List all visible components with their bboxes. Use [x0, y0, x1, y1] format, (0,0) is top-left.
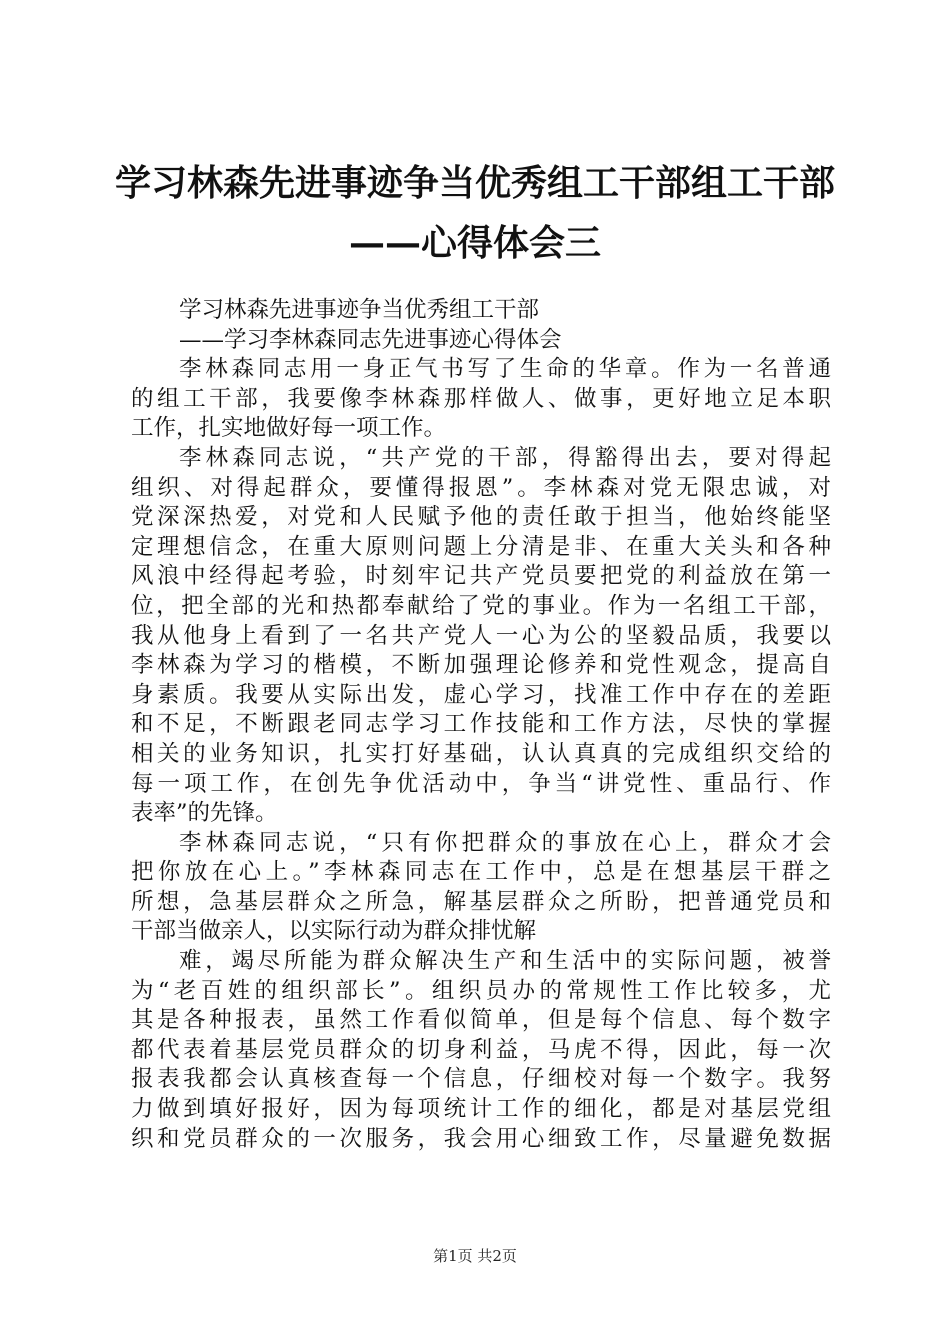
text-line: 相关的业务知识，扎实打好基础，认认真真的完成组织交给的 [131, 740, 831, 767]
paragraph [131, 444, 831, 829]
text-line: 我从他身上看到了一名共产党人一心为公的坚毅品质，我要以 [131, 622, 831, 649]
text-line: 和不足，不断跟老同志学习工作技能和工作方法，尽快的掌握 [131, 711, 831, 738]
text-line: 风浪中经得起考验，时刻牢记共产党员要把党的利益放在第一 [131, 563, 831, 590]
text-line: 难，竭尽所能为群众解决生产和生活中的实际问题，被誉 [179, 948, 831, 975]
text-line: 党深深热爱，对党和人民赋予他的责任敢于担当，他始终能坚 [131, 504, 831, 531]
document-title-line-1: 学习林森先进事迹争当优秀组工干部组工干部 [114, 162, 835, 204]
page-footer: 第1页 共2页 [433, 1247, 517, 1265]
text-line: 身素质。我要从实际出发，虚心学习，找准工作中存在的差距 [131, 681, 831, 708]
text-line: 织和党员群众的一次服务，我会用心细致工作，尽量避免数据 [131, 1125, 831, 1152]
text-line: 所想，急基层群众之所急，解基层群众之所盼，把普通党员和 [131, 888, 831, 915]
text-line: 的组工干部，我要像李林森那样做人、做事，更好地立足本职 [131, 385, 831, 412]
text-line: 李林森同志说，“只有你把群众的事放在心上，群众才会 [179, 829, 831, 856]
text-line: 每一项工作，在创先争优活动中，争当“讲党性、重品行、作 [131, 770, 831, 797]
subtitle-line-2: ——学习李林森同志先进事迹心得体会 [179, 326, 562, 353]
text-line: 李林森同志说，“共产党的干部，得豁得出去，要对得起 [179, 444, 831, 471]
text-line: 把你放在心上。”李林森同志在工作中，总是在想基层干群之 [131, 859, 831, 886]
subtitle-line-1: 学习林森先进事迹争当优秀组工干部 [179, 297, 540, 323]
text-line: 定理想信念，在重大原则问题上分清是非、在重大关头和各种 [131, 533, 831, 560]
text-line: 都代表着基层党员群众的切身利益，马虎不得，因此，每一次 [131, 1036, 831, 1063]
document-body [131, 296, 831, 1154]
text-line: 为“老百姓的组织部长”。组织员办的常规性工作比较多，尤 [131, 977, 831, 1004]
text-line: 表率”的先锋。 [131, 800, 278, 827]
text-line: 位，把全部的光和热都奉献给了党的事业。作为一名组工干部， [131, 592, 831, 619]
text-line: 干部当做亲人，以实际行动为群众排忧解 [131, 918, 537, 945]
text-line: 李林森为学习的楷模，不断加强理论修养和党性观念，提高自 [131, 652, 831, 679]
text-line: 其是各种报表，虽然工作看似简单，但是每个信息、每个数字 [131, 1007, 831, 1034]
paragraph [131, 829, 831, 947]
paragraph [131, 355, 831, 444]
text-line: 工作，扎实地做好每一项工作。 [131, 415, 447, 442]
text-line: 组织、对得起群众，要懂得报恩”。李林森对党无限忠诚，对 [131, 474, 831, 501]
document-title-line-2: ——心得体会三 [348, 222, 601, 264]
text-line: 李林森同志用一身正气书写了生命的华章。作为一名普通 [179, 356, 831, 383]
text-line: 力做到填好报好，因为每项统计工作的细化，都是对基层党组 [131, 1096, 831, 1123]
text-line: 报表我都会认真核查每一个信息，仔细校对每一个数字。我努 [131, 1066, 831, 1093]
paragraph [131, 947, 831, 1154]
